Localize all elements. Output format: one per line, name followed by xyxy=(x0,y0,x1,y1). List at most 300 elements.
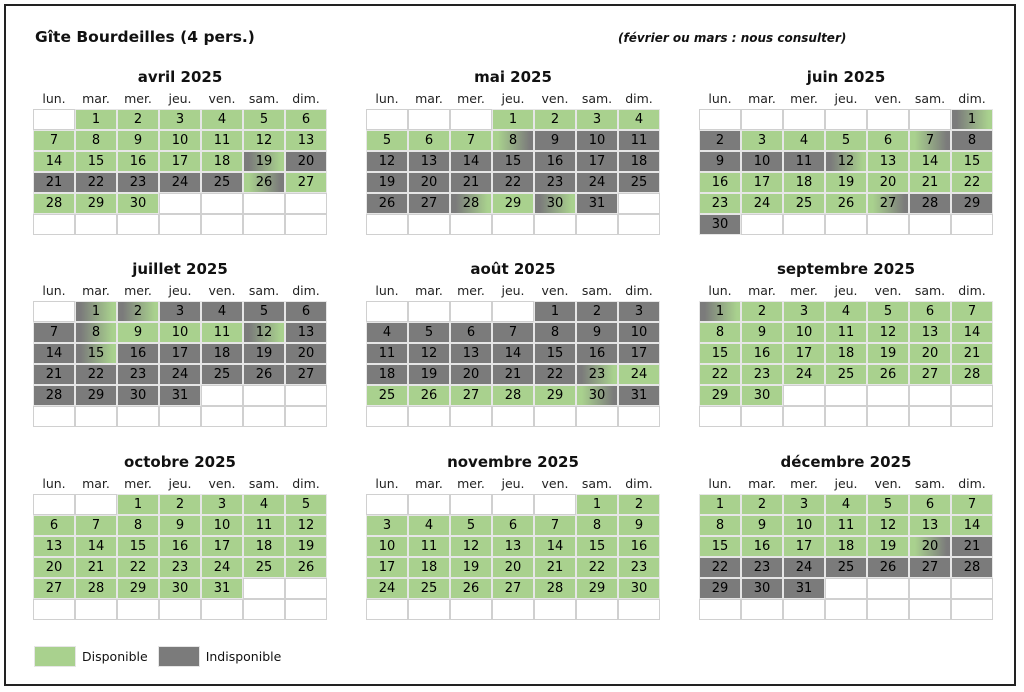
day-cell: 15 xyxy=(117,536,159,557)
month-title: novembre 2025 xyxy=(447,453,579,471)
weekday-header: ven. xyxy=(874,476,902,491)
day-cell: 28 xyxy=(534,578,576,599)
empty-cell xyxy=(741,599,783,620)
day-cell: 19 xyxy=(243,343,285,364)
day-cell: 5 xyxy=(366,130,408,151)
day-cell: 19 xyxy=(408,364,450,385)
day-cell: 8 xyxy=(699,322,741,343)
day-cell: 23 xyxy=(576,364,618,385)
weekday-header: mar. xyxy=(415,476,443,491)
day-cell: 24 xyxy=(783,364,825,385)
weekday-header: lun. xyxy=(375,476,399,491)
day-cell: 14 xyxy=(75,536,117,557)
day-cell: 11 xyxy=(825,322,867,343)
day-cell: 13 xyxy=(408,151,450,172)
weekday-header: sam. xyxy=(248,476,280,491)
day-cell: 12 xyxy=(867,322,909,343)
day-cell: 19 xyxy=(366,172,408,193)
day-cell: 29 xyxy=(117,578,159,599)
day-cell: 17 xyxy=(201,536,243,557)
day-cell: 28 xyxy=(951,364,993,385)
weekday-header: dim. xyxy=(292,91,320,106)
day-cell: 4 xyxy=(243,494,285,515)
day-cell: 12 xyxy=(408,343,450,364)
empty-cell xyxy=(825,578,867,599)
empty-cell xyxy=(117,214,159,235)
day-cell: 29 xyxy=(951,193,993,214)
day-cell: 1 xyxy=(75,109,117,130)
legend xyxy=(34,646,291,667)
day-cell: 14 xyxy=(33,151,75,172)
day-cell: 26 xyxy=(867,364,909,385)
day-cell: 24 xyxy=(159,364,201,385)
day-cell: 24 xyxy=(576,172,618,193)
month-grid xyxy=(33,88,327,235)
empty-cell xyxy=(285,193,327,214)
empty-cell xyxy=(366,109,408,130)
day-cell: 28 xyxy=(33,193,75,214)
day-cell: 2 xyxy=(159,494,201,515)
day-cell: 16 xyxy=(534,151,576,172)
day-cell: 9 xyxy=(117,322,159,343)
weekday-header: lun. xyxy=(375,91,399,106)
day-cell: 11 xyxy=(408,536,450,557)
day-cell: 13 xyxy=(285,130,327,151)
day-cell: 5 xyxy=(408,322,450,343)
empty-cell xyxy=(159,214,201,235)
day-cell: 6 xyxy=(492,515,534,536)
empty-cell xyxy=(699,109,741,130)
day-cell: 30 xyxy=(117,385,159,406)
empty-cell xyxy=(825,599,867,620)
day-cell: 14 xyxy=(33,343,75,364)
day-cell: 27 xyxy=(492,578,534,599)
day-cell: 12 xyxy=(366,151,408,172)
day-cell: 22 xyxy=(117,557,159,578)
day-cell: 15 xyxy=(699,343,741,364)
day-cell: 11 xyxy=(825,515,867,536)
day-cell: 26 xyxy=(366,193,408,214)
day-cell: 26 xyxy=(450,578,492,599)
day-cell: 22 xyxy=(699,557,741,578)
day-cell: 11 xyxy=(201,322,243,343)
weekday-header: lun. xyxy=(42,91,66,106)
day-cell: 29 xyxy=(699,578,741,599)
day-cell: 9 xyxy=(618,515,660,536)
weekday-header: mar. xyxy=(748,91,776,106)
weekday-header: mer. xyxy=(790,283,818,298)
empty-cell xyxy=(783,385,825,406)
month-calendar xyxy=(366,451,660,620)
empty-cell xyxy=(285,599,327,620)
weekday-header: jeu. xyxy=(501,283,525,298)
day-cell: 15 xyxy=(75,151,117,172)
day-cell: 20 xyxy=(867,172,909,193)
empty-cell xyxy=(159,193,201,214)
empty-cell xyxy=(33,599,75,620)
day-cell: 10 xyxy=(201,515,243,536)
weekday-header: dim. xyxy=(292,476,320,491)
day-cell: 29 xyxy=(576,578,618,599)
empty-cell xyxy=(243,599,285,620)
day-cell: 4 xyxy=(825,494,867,515)
empty-cell xyxy=(408,109,450,130)
day-cell: 5 xyxy=(450,515,492,536)
day-cell: 2 xyxy=(741,494,783,515)
day-cell: 16 xyxy=(699,172,741,193)
day-cell: 8 xyxy=(951,130,993,151)
day-cell: 21 xyxy=(951,343,993,364)
empty-cell xyxy=(867,109,909,130)
empty-cell xyxy=(117,599,159,620)
day-cell: 1 xyxy=(576,494,618,515)
page-title: Gîte Bourdeilles (4 pers.) xyxy=(35,28,255,46)
empty-cell xyxy=(450,599,492,620)
day-cell: 5 xyxy=(243,109,285,130)
day-cell: 30 xyxy=(117,193,159,214)
weekday-header: ven. xyxy=(208,283,236,298)
day-cell: 20 xyxy=(408,172,450,193)
day-cell: 1 xyxy=(75,301,117,322)
day-cell: 12 xyxy=(867,515,909,536)
empty-cell xyxy=(159,599,201,620)
empty-cell xyxy=(783,214,825,235)
weekday-header: mer. xyxy=(124,476,152,491)
empty-cell xyxy=(33,109,75,130)
empty-cell xyxy=(33,494,75,515)
empty-cell xyxy=(909,385,951,406)
empty-cell xyxy=(243,193,285,214)
day-cell: 24 xyxy=(366,578,408,599)
month-title: mai 2025 xyxy=(474,68,552,86)
weekday-header: sam. xyxy=(914,91,946,106)
weekday-header: mar. xyxy=(82,91,110,106)
month-grid xyxy=(699,88,993,235)
empty-cell xyxy=(867,214,909,235)
day-cell: 21 xyxy=(450,172,492,193)
day-cell: 1 xyxy=(117,494,159,515)
day-cell: 17 xyxy=(783,536,825,557)
weekday-header: dim. xyxy=(958,91,986,106)
weekday-header: lun. xyxy=(375,283,399,298)
month-calendar xyxy=(699,258,993,427)
day-cell: 20 xyxy=(492,557,534,578)
day-cell: 3 xyxy=(159,109,201,130)
day-cell: 10 xyxy=(783,515,825,536)
day-cell: 15 xyxy=(75,343,117,364)
weekday-header: mar. xyxy=(415,283,443,298)
day-cell: 23 xyxy=(117,364,159,385)
day-cell: 23 xyxy=(159,557,201,578)
empty-cell xyxy=(366,599,408,620)
weekday-header: ven. xyxy=(874,283,902,298)
month-grid xyxy=(33,473,327,620)
weekday-header: ven. xyxy=(208,91,236,106)
day-cell: 9 xyxy=(576,322,618,343)
empty-cell xyxy=(33,406,75,427)
empty-cell xyxy=(117,406,159,427)
legend-unavailable-swatch xyxy=(158,646,200,667)
day-cell: 3 xyxy=(783,301,825,322)
day-cell: 20 xyxy=(285,343,327,364)
day-cell: 1 xyxy=(492,109,534,130)
day-cell: 30 xyxy=(576,385,618,406)
empty-cell xyxy=(285,578,327,599)
day-cell: 29 xyxy=(75,193,117,214)
day-cell: 21 xyxy=(492,364,534,385)
weekday-header: mer. xyxy=(790,476,818,491)
empty-cell xyxy=(450,109,492,130)
day-cell: 7 xyxy=(951,301,993,322)
day-cell: 16 xyxy=(159,536,201,557)
day-cell: 13 xyxy=(450,343,492,364)
day-cell: 18 xyxy=(201,151,243,172)
month-calendar xyxy=(33,451,327,620)
month-title: juin 2025 xyxy=(806,68,886,86)
day-cell: 26 xyxy=(408,385,450,406)
day-cell: 30 xyxy=(741,385,783,406)
day-cell: 2 xyxy=(618,494,660,515)
weekday-header: jeu. xyxy=(834,283,858,298)
day-cell: 13 xyxy=(285,322,327,343)
day-cell: 29 xyxy=(534,385,576,406)
empty-cell xyxy=(825,406,867,427)
day-cell: 31 xyxy=(201,578,243,599)
day-cell: 18 xyxy=(408,557,450,578)
day-cell: 29 xyxy=(699,385,741,406)
day-cell: 28 xyxy=(951,557,993,578)
weekday-header: dim. xyxy=(958,476,986,491)
day-cell: 22 xyxy=(576,557,618,578)
weekday-header: mer. xyxy=(457,91,485,106)
weekday-header: dim. xyxy=(625,476,653,491)
weekday-header: mar. xyxy=(82,283,110,298)
month-title: octobre 2025 xyxy=(124,453,236,471)
day-cell: 14 xyxy=(909,151,951,172)
day-cell: 25 xyxy=(201,364,243,385)
day-cell: 2 xyxy=(117,301,159,322)
month-calendar xyxy=(699,66,993,235)
empty-cell xyxy=(201,193,243,214)
day-cell: 15 xyxy=(492,151,534,172)
day-cell: 2 xyxy=(117,109,159,130)
day-cell: 9 xyxy=(534,130,576,151)
month-grid xyxy=(699,280,993,427)
empty-cell xyxy=(408,301,450,322)
weekday-header: mer. xyxy=(124,283,152,298)
day-cell: 20 xyxy=(909,343,951,364)
day-cell: 8 xyxy=(117,515,159,536)
day-cell: 24 xyxy=(201,557,243,578)
empty-cell xyxy=(534,599,576,620)
empty-cell xyxy=(201,406,243,427)
empty-cell xyxy=(825,214,867,235)
empty-cell xyxy=(243,214,285,235)
day-cell: 10 xyxy=(618,322,660,343)
empty-cell xyxy=(867,385,909,406)
day-cell: 20 xyxy=(450,364,492,385)
day-cell: 18 xyxy=(618,151,660,172)
day-cell: 18 xyxy=(783,172,825,193)
day-cell: 8 xyxy=(576,515,618,536)
day-cell: 2 xyxy=(699,130,741,151)
day-cell: 23 xyxy=(534,172,576,193)
empty-cell xyxy=(783,109,825,130)
weekday-header: sam. xyxy=(248,91,280,106)
empty-cell xyxy=(450,406,492,427)
day-cell: 4 xyxy=(366,322,408,343)
day-cell: 19 xyxy=(243,151,285,172)
day-cell: 22 xyxy=(75,172,117,193)
empty-cell xyxy=(33,301,75,322)
weekday-header: lun. xyxy=(708,91,732,106)
empty-cell xyxy=(951,385,993,406)
month-grid xyxy=(366,88,660,235)
empty-cell xyxy=(576,599,618,620)
day-cell: 18 xyxy=(201,343,243,364)
day-cell: 9 xyxy=(117,130,159,151)
day-cell: 7 xyxy=(909,130,951,151)
weekday-header: sam. xyxy=(581,476,613,491)
day-cell: 13 xyxy=(909,322,951,343)
day-cell: 1 xyxy=(699,494,741,515)
day-cell: 25 xyxy=(825,557,867,578)
weekday-header: jeu. xyxy=(834,91,858,106)
day-cell: 27 xyxy=(285,172,327,193)
weekday-header: jeu. xyxy=(168,476,192,491)
day-cell: 27 xyxy=(867,193,909,214)
day-cell: 24 xyxy=(159,172,201,193)
legend-unavailable-label: Indisponible xyxy=(205,649,282,664)
empty-cell xyxy=(741,406,783,427)
day-cell: 21 xyxy=(75,557,117,578)
empty-cell xyxy=(951,406,993,427)
empty-cell xyxy=(201,385,243,406)
day-cell: 22 xyxy=(699,364,741,385)
day-cell: 26 xyxy=(243,172,285,193)
empty-cell xyxy=(75,406,117,427)
day-cell: 19 xyxy=(867,343,909,364)
day-cell: 30 xyxy=(534,193,576,214)
empty-cell xyxy=(534,494,576,515)
day-cell: 3 xyxy=(576,109,618,130)
weekday-header: lun. xyxy=(708,283,732,298)
day-cell: 9 xyxy=(159,515,201,536)
day-cell: 16 xyxy=(741,343,783,364)
day-cell: 21 xyxy=(951,536,993,557)
day-cell: 16 xyxy=(618,536,660,557)
day-cell: 29 xyxy=(75,385,117,406)
weekday-header: jeu. xyxy=(501,91,525,106)
empty-cell xyxy=(576,406,618,427)
day-cell: 17 xyxy=(741,172,783,193)
empty-cell xyxy=(408,406,450,427)
day-cell: 6 xyxy=(867,130,909,151)
empty-cell xyxy=(285,214,327,235)
day-cell: 6 xyxy=(909,494,951,515)
day-cell: 16 xyxy=(576,343,618,364)
empty-cell xyxy=(201,599,243,620)
day-cell: 22 xyxy=(75,364,117,385)
day-cell: 7 xyxy=(534,515,576,536)
day-cell: 22 xyxy=(951,172,993,193)
empty-cell xyxy=(783,599,825,620)
day-cell: 20 xyxy=(909,536,951,557)
month-grid xyxy=(699,473,993,620)
day-cell: 30 xyxy=(699,214,741,235)
empty-cell xyxy=(450,214,492,235)
empty-cell xyxy=(33,214,75,235)
day-cell: 12 xyxy=(243,130,285,151)
day-cell: 17 xyxy=(618,343,660,364)
day-cell: 14 xyxy=(951,515,993,536)
empty-cell xyxy=(366,301,408,322)
day-cell: 12 xyxy=(450,536,492,557)
day-cell: 9 xyxy=(741,322,783,343)
day-cell: 11 xyxy=(618,130,660,151)
empty-cell xyxy=(867,599,909,620)
day-cell: 12 xyxy=(243,322,285,343)
day-cell: 11 xyxy=(243,515,285,536)
day-cell: 7 xyxy=(75,515,117,536)
day-cell: 4 xyxy=(201,301,243,322)
day-cell: 27 xyxy=(33,578,75,599)
month-title: décembre 2025 xyxy=(780,453,912,471)
empty-cell xyxy=(951,214,993,235)
empty-cell xyxy=(951,599,993,620)
empty-cell xyxy=(576,214,618,235)
day-cell: 23 xyxy=(741,557,783,578)
day-cell: 29 xyxy=(492,193,534,214)
day-cell: 12 xyxy=(285,515,327,536)
day-cell: 22 xyxy=(492,172,534,193)
empty-cell xyxy=(492,406,534,427)
empty-cell xyxy=(909,599,951,620)
empty-cell xyxy=(159,406,201,427)
empty-cell xyxy=(408,214,450,235)
day-cell: 27 xyxy=(450,385,492,406)
weekday-header: sam. xyxy=(581,91,613,106)
day-cell: 28 xyxy=(492,385,534,406)
day-cell: 20 xyxy=(33,557,75,578)
weekday-header: lun. xyxy=(708,476,732,491)
day-cell: 27 xyxy=(408,193,450,214)
empty-cell xyxy=(909,214,951,235)
day-cell: 8 xyxy=(699,515,741,536)
day-cell: 9 xyxy=(741,515,783,536)
empty-cell xyxy=(492,494,534,515)
day-cell: 21 xyxy=(33,364,75,385)
day-cell: 24 xyxy=(741,193,783,214)
empty-cell xyxy=(243,385,285,406)
day-cell: 3 xyxy=(366,515,408,536)
empty-cell xyxy=(492,599,534,620)
weekday-header: mer. xyxy=(457,476,485,491)
day-cell: 5 xyxy=(285,494,327,515)
day-cell: 6 xyxy=(33,515,75,536)
month-title: avril 2025 xyxy=(137,68,223,86)
day-cell: 27 xyxy=(909,557,951,578)
day-cell: 25 xyxy=(618,172,660,193)
day-cell: 25 xyxy=(243,557,285,578)
day-cell: 21 xyxy=(534,557,576,578)
weekday-header: sam. xyxy=(914,476,946,491)
weekday-header: dim. xyxy=(625,283,653,298)
month-calendar xyxy=(366,66,660,235)
day-cell: 31 xyxy=(618,385,660,406)
day-cell: 26 xyxy=(867,557,909,578)
empty-cell xyxy=(618,193,660,214)
